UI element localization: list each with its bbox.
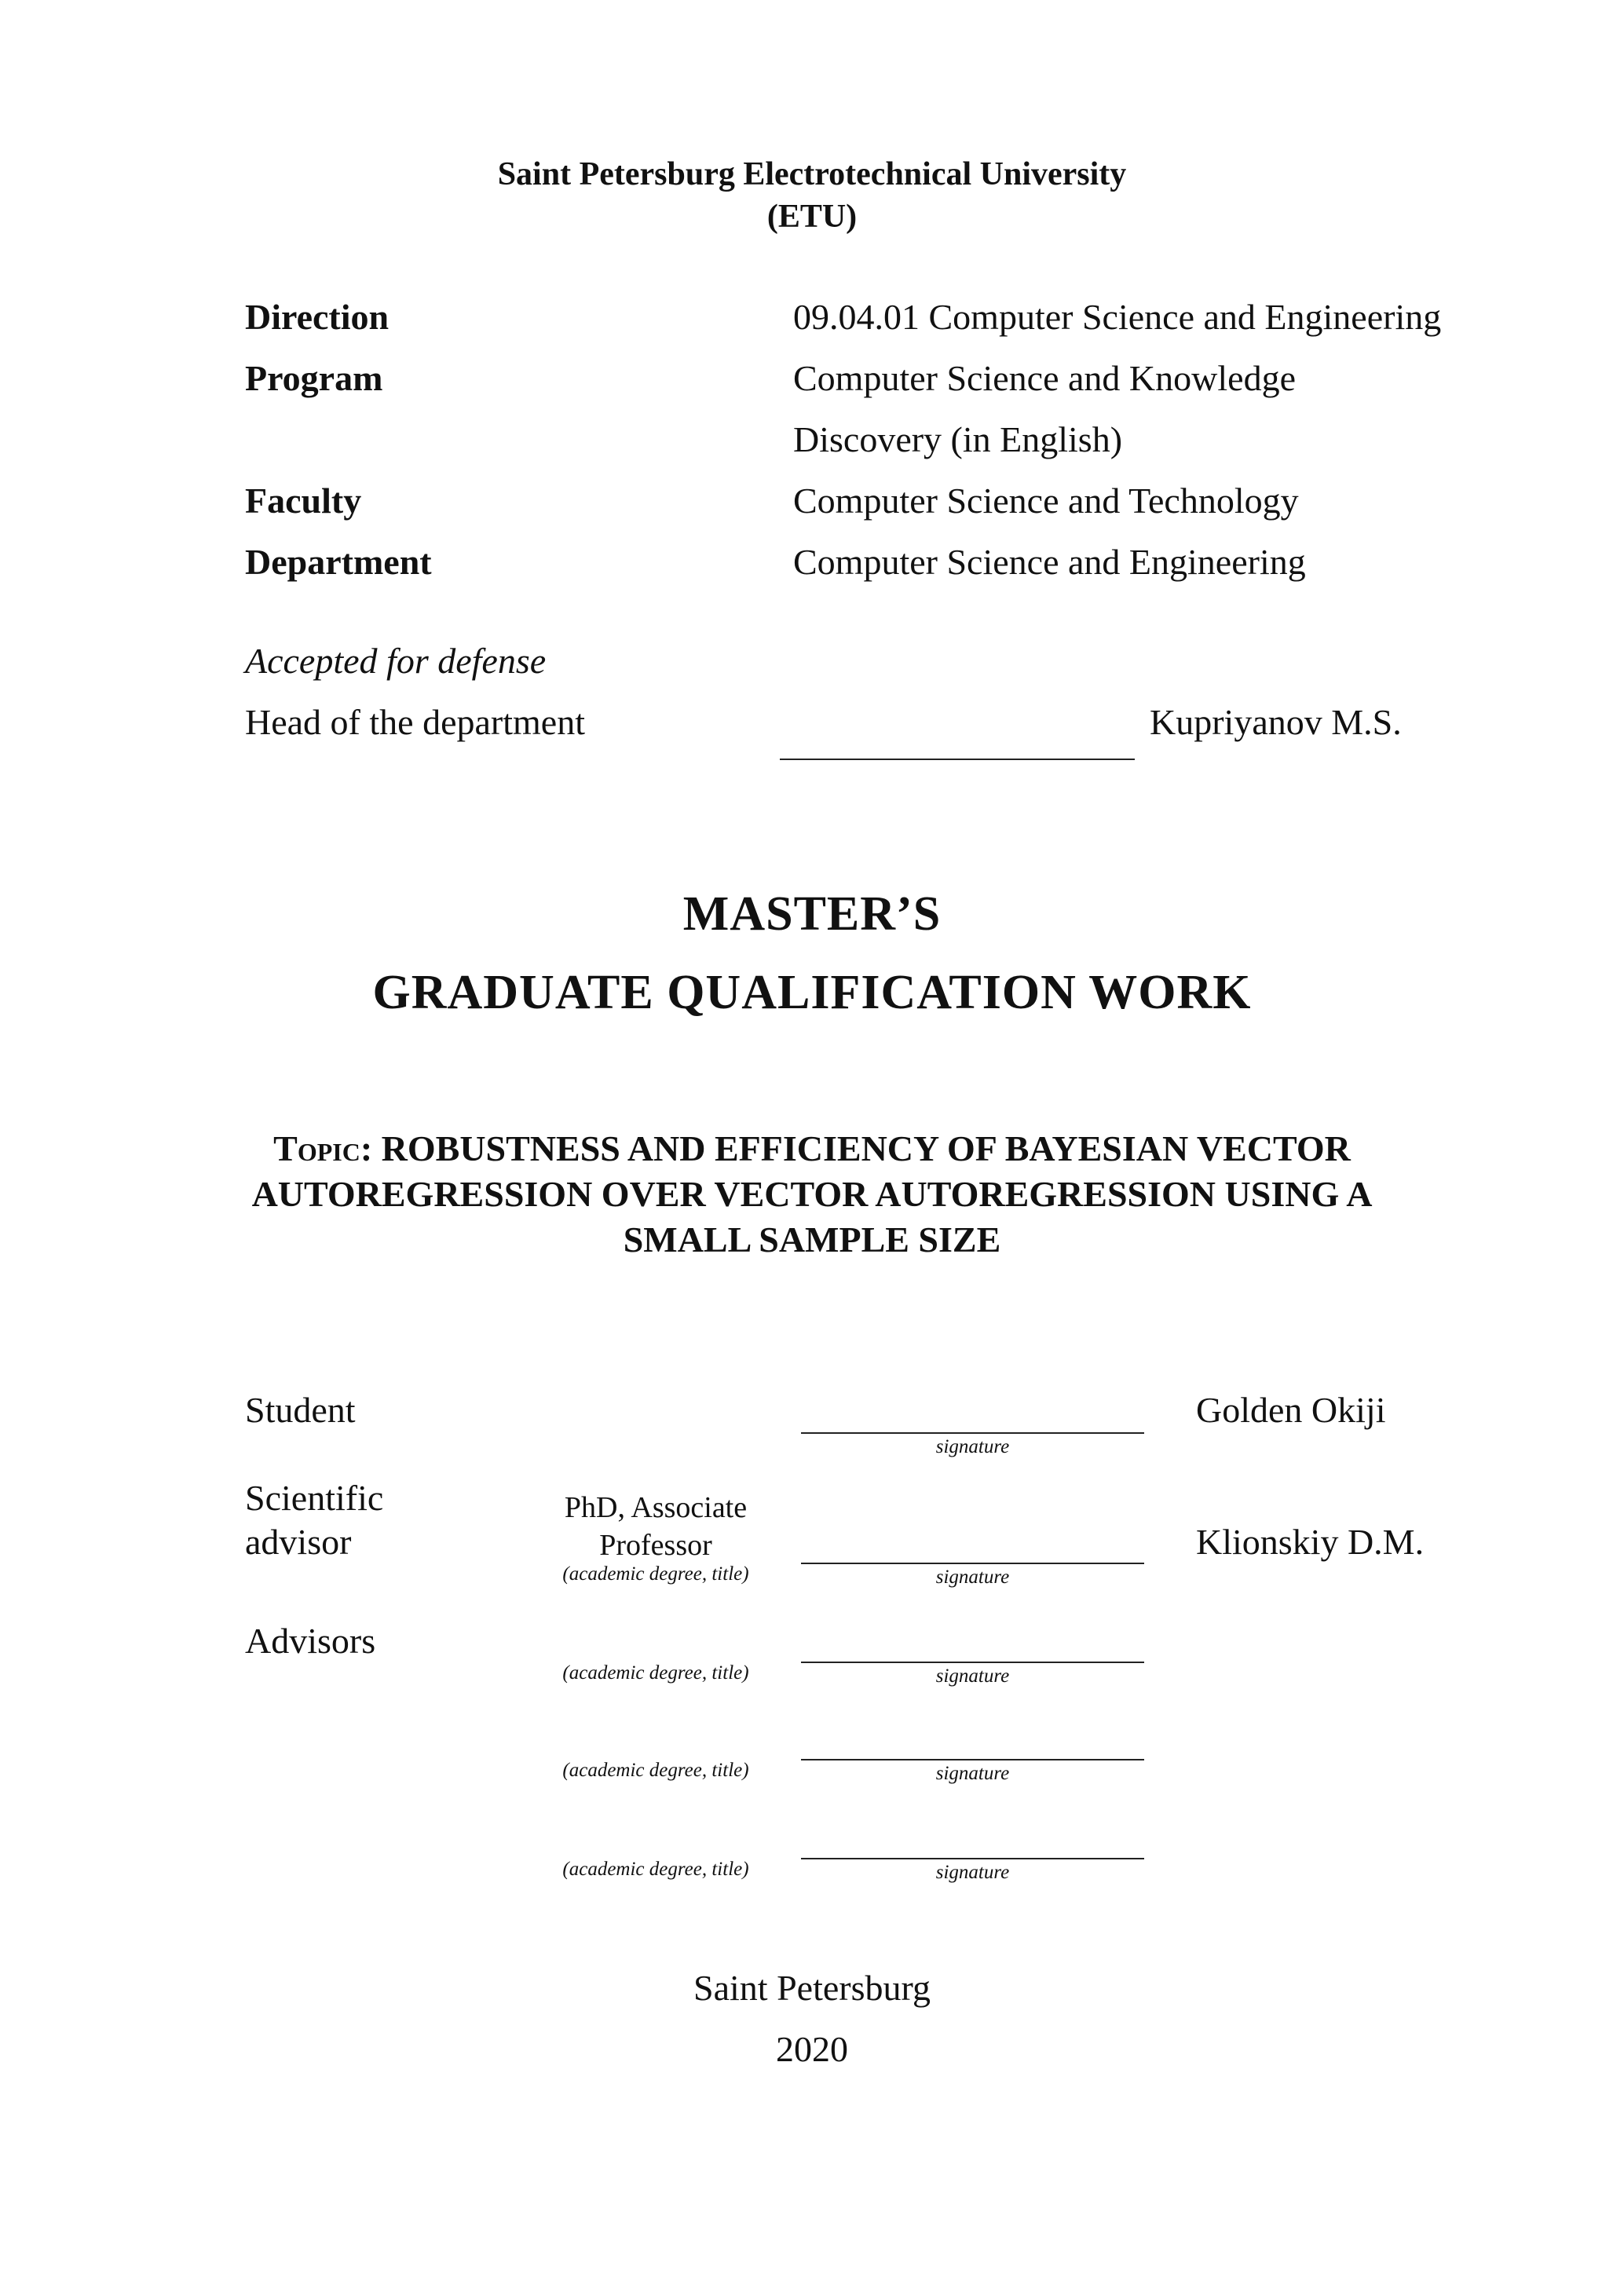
advisor-signature-line	[801, 1563, 1144, 1564]
topic-line2: AUTOREGRESSION OVER VECTOR AUTOREGRESSION USING A	[251, 1174, 1373, 1214]
advisors-signature-line-3	[801, 1858, 1144, 1859]
department-label: Department	[245, 542, 432, 582]
faculty-label: Faculty	[245, 481, 362, 521]
document-title-line2: GRADUATE QUALIFICATION WORK	[372, 966, 1252, 1019]
direction-value: 09.04.01 Computer Science and Engineering	[793, 297, 1442, 337]
topic-text-1: ROBUSTNESS AND EFFICIENCY OF BAYESIAN VECTOR	[381, 1128, 1351, 1168]
student-signature-line	[801, 1432, 1144, 1434]
topic-prefix: Topic:	[273, 1128, 373, 1168]
head-signature-line	[780, 759, 1135, 760]
program-label: Program	[245, 358, 383, 398]
program-value-cont: Discovery (in English)	[793, 419, 1123, 459]
advisor-name: Klionskiy D.M.	[1196, 1522, 1425, 1562]
accepted-for-defense: Accepted for defense	[245, 641, 547, 681]
department-value: Computer Science and Engineering	[793, 542, 1306, 582]
head-of-department-name: Kupriyanov M.S.	[1150, 702, 1402, 742]
advisors-signature-caption-3: signature	[935, 1862, 1010, 1883]
student-label: Student	[245, 1390, 356, 1430]
document-title-line1: MASTER’S	[682, 887, 942, 941]
university-name: Saint Petersburg Electrotechnical University	[497, 156, 1127, 192]
advisors-degree-caption-1: (academic degree, title)	[562, 1662, 749, 1684]
advisor-degree-1: PhD, Associate	[564, 1491, 748, 1524]
direction-label: Direction	[245, 297, 390, 337]
faculty-value: Computer Science and Technology	[793, 481, 1299, 521]
advisors-signature-line-2	[801, 1759, 1144, 1760]
student-signature-caption: signature	[935, 1436, 1010, 1457]
advisor-signature-caption: signature	[935, 1567, 1010, 1588]
advisors-degree-caption-2: (academic degree, title)	[562, 1760, 749, 1781]
advisors-label: Advisors	[245, 1621, 376, 1661]
program-value: Computer Science and Knowledge	[793, 358, 1296, 398]
advisors-signature-line-1	[801, 1662, 1144, 1663]
footer-city: Saint Petersburg	[693, 1968, 931, 2008]
student-name: Golden Okiji	[1196, 1390, 1386, 1430]
head-of-department-label: Head of the department	[245, 702, 585, 742]
topic-line1	[0, 1126, 1624, 1172]
scientific-advisor-label-1: Scientific	[245, 1478, 384, 1518]
advisors-signature-caption-1: signature	[935, 1665, 1010, 1687]
advisors-signature-caption-2: signature	[935, 1763, 1010, 1784]
footer-year: 2020	[776, 2029, 848, 2069]
advisor-degree-2: Professor	[599, 1529, 712, 1562]
advisors-degree-caption-3: (academic degree, title)	[562, 1859, 749, 1880]
topic-line3: SMALL SAMPLE SIZE	[623, 1219, 1001, 1260]
scientific-advisor-label-2: advisor	[245, 1522, 352, 1562]
advisor-degree-caption: (academic degree, title)	[562, 1563, 749, 1585]
university-abbr: (ETU)	[766, 199, 858, 235]
